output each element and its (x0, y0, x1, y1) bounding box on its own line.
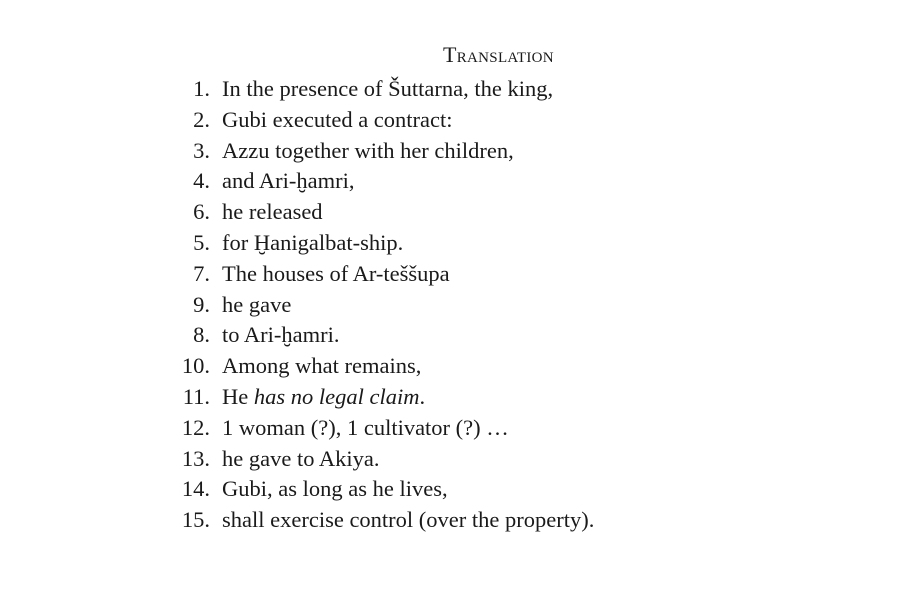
translation-line (160, 138, 594, 169)
translation-line (160, 230, 594, 261)
line-number: 7. (193, 260, 210, 286)
line-text: he released (222, 199, 323, 225)
translation-line (160, 292, 594, 323)
translation-line (160, 384, 594, 415)
translation-line (160, 476, 594, 507)
line-text: shall exercise control (over the property). (222, 507, 595, 533)
translation-line (160, 107, 594, 138)
line-text: for Ḫanigalbat-ship. (222, 229, 404, 255)
line-text: Gubi, as long as he lives, (222, 476, 448, 502)
line-number: 2. (193, 106, 210, 132)
line-number: 6. (193, 199, 210, 225)
translation-line (160, 322, 594, 353)
line-text: he gave to Akiya. (222, 445, 380, 471)
line-text (222, 384, 425, 410)
line-text: Gubi executed a contract: (222, 106, 453, 132)
line-text: Among what remains, (222, 353, 422, 379)
line-number: 15. (181, 507, 210, 533)
line-number: 9. (193, 291, 210, 317)
line-text: 1 woman (?), 1 cultivator (?) … (222, 414, 509, 440)
translation-line (160, 446, 594, 477)
line-text: In the presence of Šuttarna, the king, (222, 76, 554, 101)
line-number: 5. (193, 229, 210, 255)
section-heading: Translation (443, 42, 554, 67)
line-text-italic: has no legal claim (253, 383, 420, 409)
line-number: 4. (193, 168, 210, 194)
line-number: 11. (182, 383, 210, 409)
line-number: 3. (193, 137, 210, 163)
translation-line (160, 415, 594, 446)
line-text: The houses of Ar-teššupa (222, 260, 450, 286)
line-number: 14. (181, 476, 210, 502)
translation-line (160, 199, 594, 230)
line-text: he gave (222, 291, 292, 317)
translation-line (160, 507, 594, 538)
line-text: Azzu together with her children, (222, 137, 514, 163)
translation-line (160, 76, 594, 107)
translation-line (160, 353, 594, 384)
line-text-plain: He (222, 383, 254, 409)
line-number: 8. (193, 322, 210, 348)
line-number: 13. (181, 445, 210, 471)
line-number: 10. (181, 353, 210, 379)
translation-line (160, 168, 594, 199)
line-text: to Ari-ḫamri. (222, 322, 340, 348)
line-number: 1. (193, 76, 210, 101)
translation-line (160, 261, 594, 292)
line-number: 12. (181, 414, 210, 440)
translation-lines (160, 76, 594, 538)
line-text-plain: . (419, 383, 426, 409)
line-text: and Ari-ḫamri, (222, 168, 355, 194)
